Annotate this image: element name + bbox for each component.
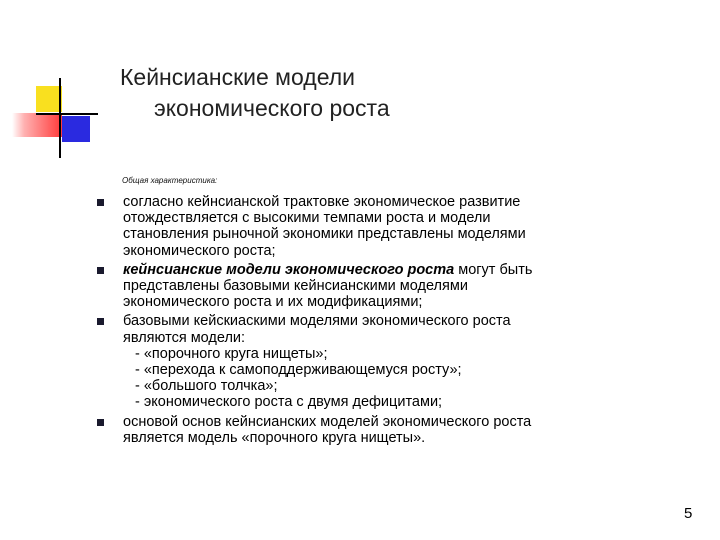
item-text-line: основой основ кейнсианских моделей экономического роста [123,413,532,430]
item-text-line: отождествляется с высокими темпами роста и модели [123,210,491,227]
decor-red-gradient-bar [12,113,62,137]
sub-item-line: - «порочного круга нищеты»; [135,345,328,362]
list-item [92,262,652,311]
sub-item-line: - экономического роста с двумя дефицитами; [135,394,443,411]
page-number: 5 [684,505,693,522]
list-item [92,414,652,446]
section-caption: Общая характеристика: [122,176,218,185]
item-text-line: экономического роста; [123,242,276,259]
list-item [92,313,652,410]
square-bullet-icon [97,318,104,325]
item-text-line: представлены базовыми кейнсианскими моделями [123,278,468,295]
item-text-line: является модель «порочного круга нищеты». [123,429,426,446]
slide-title-line-2: экономического роста [154,95,390,121]
decor-horizontal-line [36,113,98,115]
item-text-line [123,262,652,278]
item-text-line: согласно кейнсианской трактовке экономическое развитие [123,194,521,210]
item-text-line: базовыми кейскиаскими моделями экономического роста [123,313,511,330]
sub-item-line: - «перехода к самоподдерживающемуся росту»; [135,362,462,379]
item-text-line: экономического роста и их модификациями; [123,294,423,311]
slide-title [118,62,390,124]
list-item [92,194,652,259]
square-bullet-icon [97,419,104,426]
sub-item-line: - «большого толчка»; [135,378,278,395]
item-text-line: являются модели: [123,329,246,346]
decor-blue-square [62,116,90,142]
item-text-line: становления рыночной экономики представлены моделями [123,226,526,243]
square-bullet-icon [97,199,104,206]
decor-vertical-line [59,78,61,158]
square-bullet-icon [97,267,104,274]
bullet-list [92,194,652,449]
slide-title-line-1: Кейнсианские модели [120,64,355,90]
item-text-fragment: могут быть [454,261,533,278]
emphasized-term: кейнсианские модели экономического роста [123,261,455,278]
